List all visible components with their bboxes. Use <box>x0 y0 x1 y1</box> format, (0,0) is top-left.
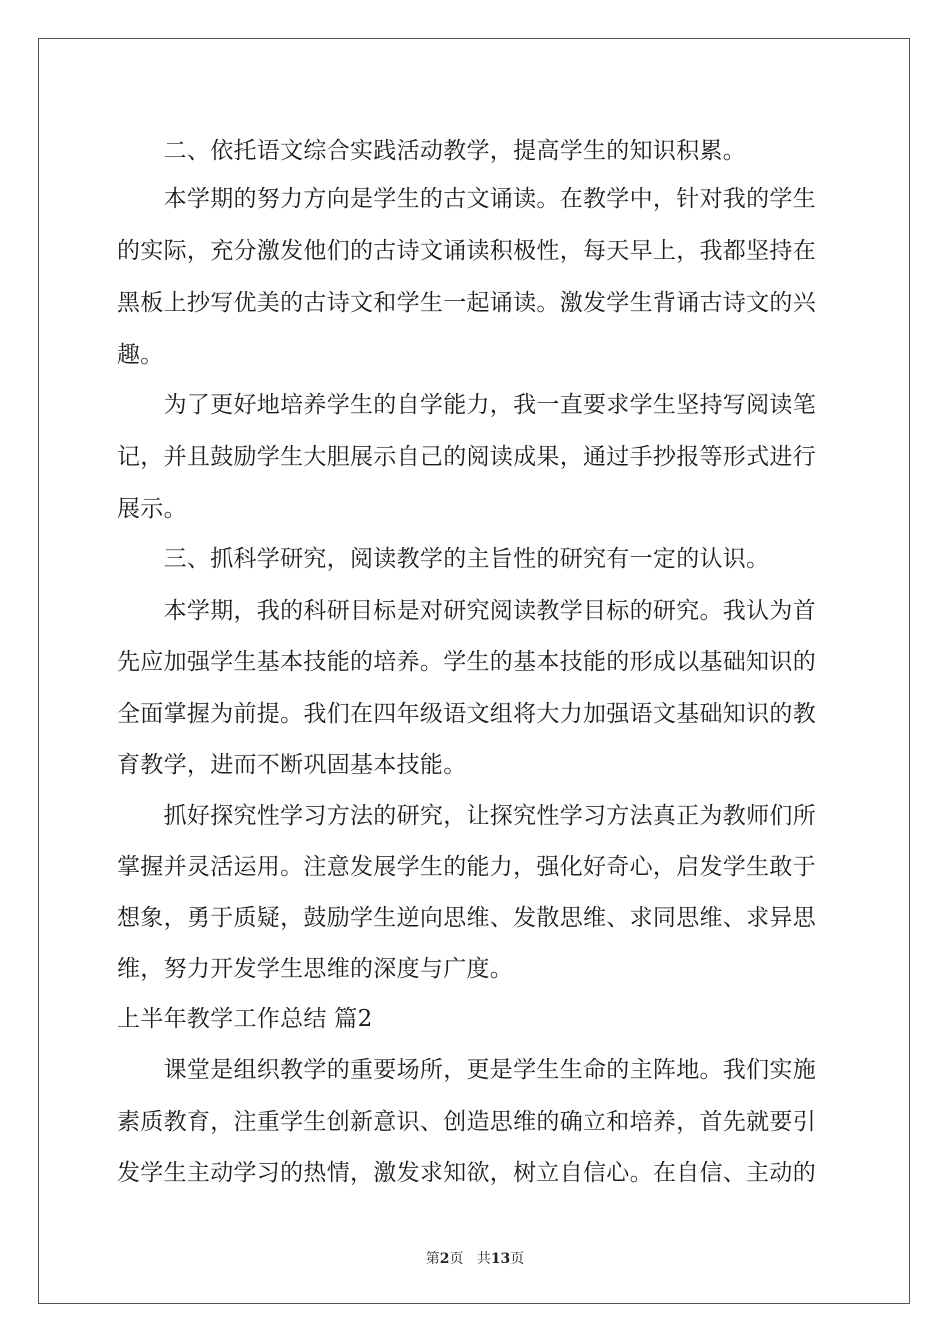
paragraph-line: 素质教育，注重学生创新意识、创造思维的确立和培养，首先就要引 <box>117 1109 816 1135</box>
page-footer <box>0 1248 950 1268</box>
paragraph-line: 育教学，进而不断巩固基本技能。 <box>117 752 467 778</box>
paragraph-line: 展示。 <box>117 496 187 522</box>
paragraph-line: 先应加强学生基本技能的培养。学生的基本技能的形成以基础知识的 <box>117 649 816 675</box>
footer-total-prefix: 共 <box>476 1251 491 1267</box>
paragraph-line: 想象，勇于质疑，鼓励学生逆向思维、发散思维、求同思维、求异思 <box>117 905 816 931</box>
footer-prefix: 第 <box>425 1251 440 1267</box>
footer-page-number: 2 <box>439 1251 450 1267</box>
footer-total-pages: 13 <box>490 1251 511 1267</box>
heading-two: 二、依托语文综合实践活动教学，提高学生的知识积累。 <box>117 138 747 164</box>
paragraph-line: 的实际，充分激发他们的古诗文诵读积极性，每天早上，我都坚持在 <box>117 238 816 264</box>
paragraph-line: 黑板上抄写优美的古诗文和学生一起诵读。激发学生背诵古诗文的兴 <box>117 290 816 316</box>
paragraph-line: 抓好探究性学习方法的研究，让探究性学习方法真正为教师们所 <box>117 803 816 829</box>
footer-page-suffix: 页 <box>449 1251 464 1267</box>
paragraph-line: 记，并且鼓励学生大胆展示自己的阅读成果，通过手抄报等形式进行 <box>117 444 816 470</box>
paragraph-line: 维，努力开发学生思维的深度与广度。 <box>117 956 514 982</box>
paragraph-line: 趣。 <box>117 342 164 368</box>
paragraph-line: 掌握并灵活运用。注意发展学生的能力，强化好奇心，启发学生敢于 <box>117 854 816 880</box>
paragraph-line: 本学期，我的科研目标是对研究阅读教学目标的研究。我认为首 <box>117 598 816 624</box>
paragraph-line: 本学期的努力方向是学生的古文诵读。在教学中，针对我的学生 <box>117 186 816 212</box>
paragraph-line: 为了更好地培养学生的自学能力，我一直要求学生坚持写阅读笔 <box>117 392 816 418</box>
paragraph-line: 全面掌握为前提。我们在四年级语文组将大力加强语文基础知识的教 <box>117 701 816 727</box>
footer-total-suffix: 页 <box>510 1251 525 1267</box>
paragraph-line: 课堂是组织教学的重要场所，更是学生生命的主阵地。我们实施 <box>117 1057 816 1083</box>
heading-three: 三、抓科学研究，阅读教学的主旨性的研究有一定的认识。 <box>117 546 770 572</box>
paragraph-line: 发学生主动学习的热情，激发求知欲，树立自信心。在自信、主动的 <box>117 1160 816 1186</box>
section-heading: 上半年教学工作总结 篇2 <box>117 1006 373 1032</box>
